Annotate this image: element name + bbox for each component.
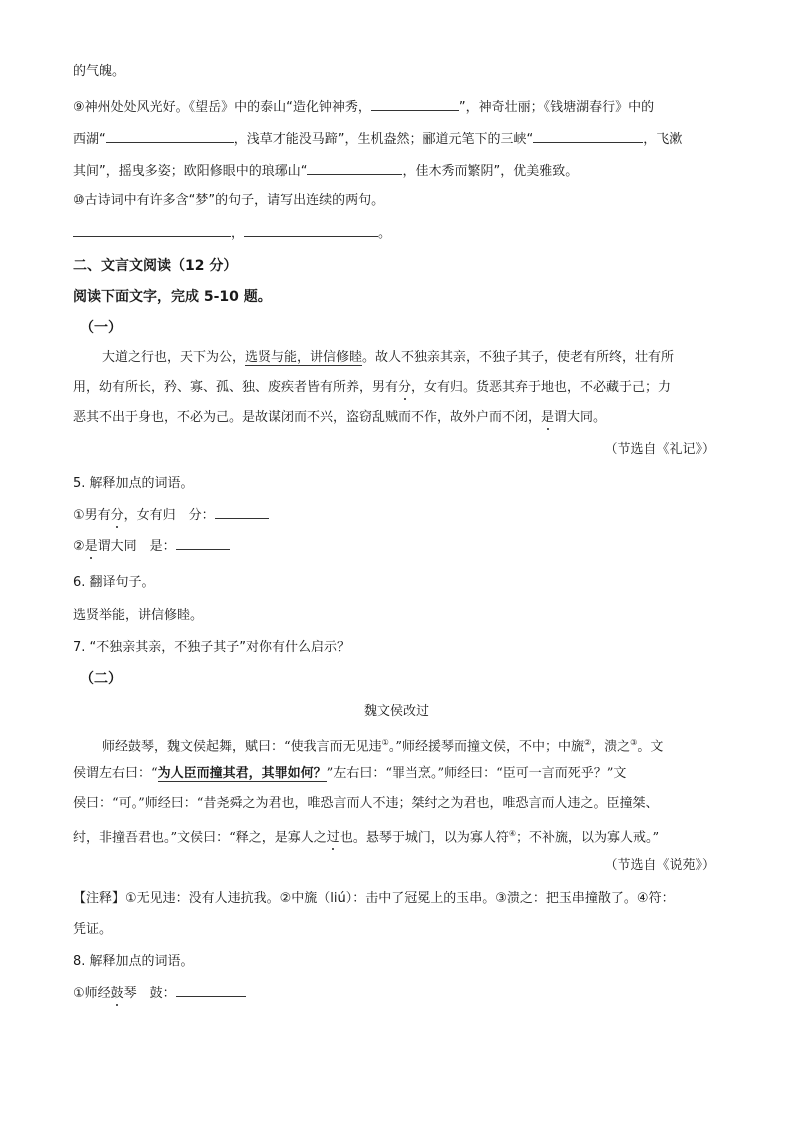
dotted-word: 是: [541, 410, 555, 425]
text: 侯谓左右曰：“: [73, 766, 158, 781]
passage-2-line-3: [73, 794, 658, 814]
text: 琴 鼓：: [123, 986, 176, 1001]
footnote-marker: ③: [630, 738, 638, 747]
question-8: 8. 解释加点的词语。: [73, 954, 194, 969]
question-8-item-1: [73, 982, 246, 1004]
text: ①师经: [73, 986, 111, 1001]
text: ”，神奇壮丽；《钱塘湖春行》中的: [458, 100, 655, 115]
dotted-word: 鼓: [110, 986, 124, 1001]
text: 。”师经援琴而撞文侯，不中；中旒: [388, 739, 584, 755]
passage-1-source: （节选自《礼记》）: [604, 442, 715, 457]
text: 师经鼓琴，魏文侯起舞，赋曰：“使我言而无见违: [102, 739, 382, 755]
underlined-sentence: 选贤与能，讲信修睦: [245, 350, 363, 365]
question-7: 7. “不独亲其亲，不独子其子”对你有什么启示？: [73, 640, 351, 655]
text: ，: [231, 226, 245, 241]
answer-blank[interactable]: [176, 535, 230, 550]
text: 谓大同。: [554, 410, 607, 425]
text: 纣，非撞吾君也。”文侯曰：“释之，是寡人之: [73, 830, 327, 846]
dotted-word: 分: [398, 380, 412, 395]
text: 大道之行也，天下为公，: [102, 350, 246, 365]
text: 恶其不出于身也，不必为己。是故谋闭而不兴，盗窃乱贼而不作，故外户而不闭，: [73, 410, 542, 425]
text: 。文: [637, 739, 664, 755]
text: ⑩古诗词中有许多含“梦”的句子，请写出连续的两句。: [73, 193, 385, 208]
section-heading: 二、文言文阅读（12 分）: [73, 258, 238, 274]
passage-1-line-3: [73, 408, 606, 428]
footnote-marker: ④: [508, 829, 516, 838]
question-6: 6. 翻译句子。: [73, 575, 155, 590]
answer-blank[interactable]: [371, 96, 459, 111]
text: ，溃之: [591, 739, 631, 755]
passage-2-line-1: [102, 733, 663, 757]
text-line: [73, 62, 125, 82]
text: ，女有归 分：: [123, 508, 215, 523]
text: ⑨神州处处风光好。《望岳》中的泰山“造化钟神秀，: [73, 100, 371, 115]
dotted-word: 是: [84, 539, 98, 554]
text: 西湖“: [73, 132, 106, 147]
reading-instruction: 阅读下面文字，完成 5-10 题。: [73, 289, 272, 305]
question-6-sentence: 选贤举能，讲信修睦。: [73, 608, 204, 623]
text: ；不补旒，以为寡人戒。”: [516, 830, 660, 846]
text: 其间”，摇曳多姿；欧阳修眼中的琅琊山“: [73, 164, 308, 179]
dotted-word: 分: [110, 508, 124, 523]
text: ，女有归。货恶其弃于地也，不必藏于己；力: [411, 380, 672, 395]
text: ②: [73, 539, 85, 554]
text: 。: [378, 226, 392, 241]
answer-blank[interactable]: [176, 982, 246, 997]
question-5-item-1: [73, 504, 269, 526]
footnote-marker: ②: [583, 738, 592, 747]
answer-blank[interactable]: [533, 128, 643, 143]
footnote-marker: ①: [381, 738, 389, 747]
passage-1-line-1: [102, 348, 674, 368]
underlined-sentence: 为人臣而撞其君，其罪如何？: [157, 766, 327, 781]
passage-2-line-4: [73, 824, 659, 848]
answer-blank[interactable]: [73, 222, 231, 237]
text: ，浅草才能没马蹄”，生机盎然；郦道元笔下的三峡“: [233, 132, 534, 147]
text: ，飞漱: [643, 132, 683, 147]
text: 用，幼有所长，矜、寡、孤、独、废疾者皆有所养，男有: [73, 380, 399, 395]
text: ”左右曰：“罪当烹。”师经曰：“臣可一言而死乎？”文: [326, 766, 627, 781]
text: ①男有: [73, 508, 111, 523]
text: 谓大同 是：: [97, 539, 176, 554]
answer-blank[interactable]: [244, 222, 378, 237]
annotation-line-2: 凭证。: [73, 922, 113, 937]
question-5: 5. 解释加点的词语。: [73, 476, 194, 491]
dotted-word: 过: [326, 830, 340, 846]
question-9-line-3: [73, 160, 578, 182]
part-one-heading: （一）: [80, 320, 122, 336]
passage-1-line-2: [73, 378, 671, 398]
question-9-line-2: [73, 128, 682, 150]
passage-2-title: 魏文侯改过: [363, 704, 429, 719]
text: 也。悬琴于城门，以为寡人符: [339, 830, 509, 846]
question-9-line-1: [73, 96, 654, 118]
text: ，佳木秀而繁阴”，优美雅致。: [402, 164, 579, 179]
text: 侯曰：“可。”师经曰：“昔尧舜之为君也，唯恐言而人不违；桀纣之为君也，唯恐言而人违之。臣撞桀、: [73, 796, 659, 811]
answer-blank[interactable]: [307, 160, 402, 175]
passage-2-source: （节选自《说苑》）: [604, 858, 715, 873]
part-two-heading: （二）: [80, 671, 122, 687]
answer-blank[interactable]: [106, 128, 234, 143]
question-10-blanks: [73, 222, 391, 244]
answer-blank[interactable]: [215, 504, 269, 519]
question-10-prompt: [73, 191, 384, 211]
text: 。故人不独亲其亲，不独子其子，使老有所终，壮有所: [362, 350, 675, 365]
annotation-line-1: 【注释】①无见违：没有人违抗我。②中旒（liú）：击中了冠冕上的玉串。③溃之：把玉串撞散了。④符：: [73, 891, 675, 906]
passage-2-line-2: [73, 764, 626, 784]
text: 的气魄。: [73, 64, 126, 79]
question-5-item-2: [73, 535, 230, 557]
